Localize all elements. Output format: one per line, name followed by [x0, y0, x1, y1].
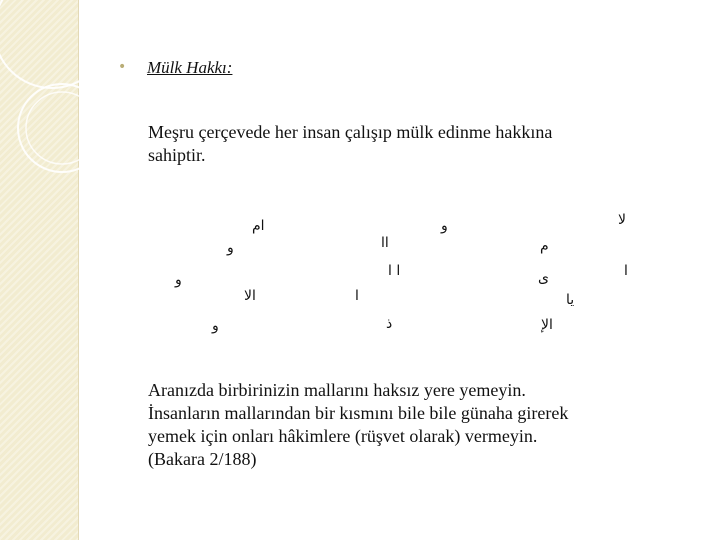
arabic-fragment: ا ا [388, 263, 401, 279]
paragraph-translation-line: Aranızda birbirinizin mallarını haksız yere yemeyin. [148, 380, 526, 400]
arabic-fragment: م [540, 238, 549, 254]
bullet-icon: • [118, 59, 127, 75]
arabic-fragment: و [175, 272, 182, 288]
arabic-fragment: ا [624, 263, 628, 279]
paragraph-translation-line: İnsanların mallarından bir kısmını bile bile günaha girerek [148, 403, 569, 423]
citation: (Bakara 2/188) [148, 449, 257, 469]
paragraph-translation [148, 379, 688, 471]
arabic-fragment: و [212, 318, 219, 334]
arabic-fragment: ذ [386, 316, 393, 332]
section-heading: Mülk Hakkı: [147, 58, 233, 77]
paragraph-intro [148, 121, 688, 167]
arabic-fragment: يا [566, 292, 575, 308]
decorative-circles [0, 0, 110, 200]
arabic-fragment: الإ [541, 317, 553, 333]
arabic-fragment: و [441, 218, 448, 234]
arabic-fragment: الا [244, 288, 256, 304]
paragraph-intro-line: Meşru çerçevede her insan çalışıp mülk edinme hakkına [148, 122, 553, 142]
paragraph-intro-line: sahiptir. [148, 145, 206, 165]
arabic-fragment: لا [618, 212, 626, 228]
arabic-fragment: ا [355, 288, 359, 304]
arabic-fragment: ى [538, 270, 549, 286]
paragraph-translation-line: yemek için onları hâkimlere (rüşvet olarak) vermeyin. [148, 426, 538, 446]
arabic-fragment: و [227, 240, 234, 256]
arabic-fragment: اا [381, 235, 389, 251]
arabic-fragment: ام [252, 218, 265, 234]
